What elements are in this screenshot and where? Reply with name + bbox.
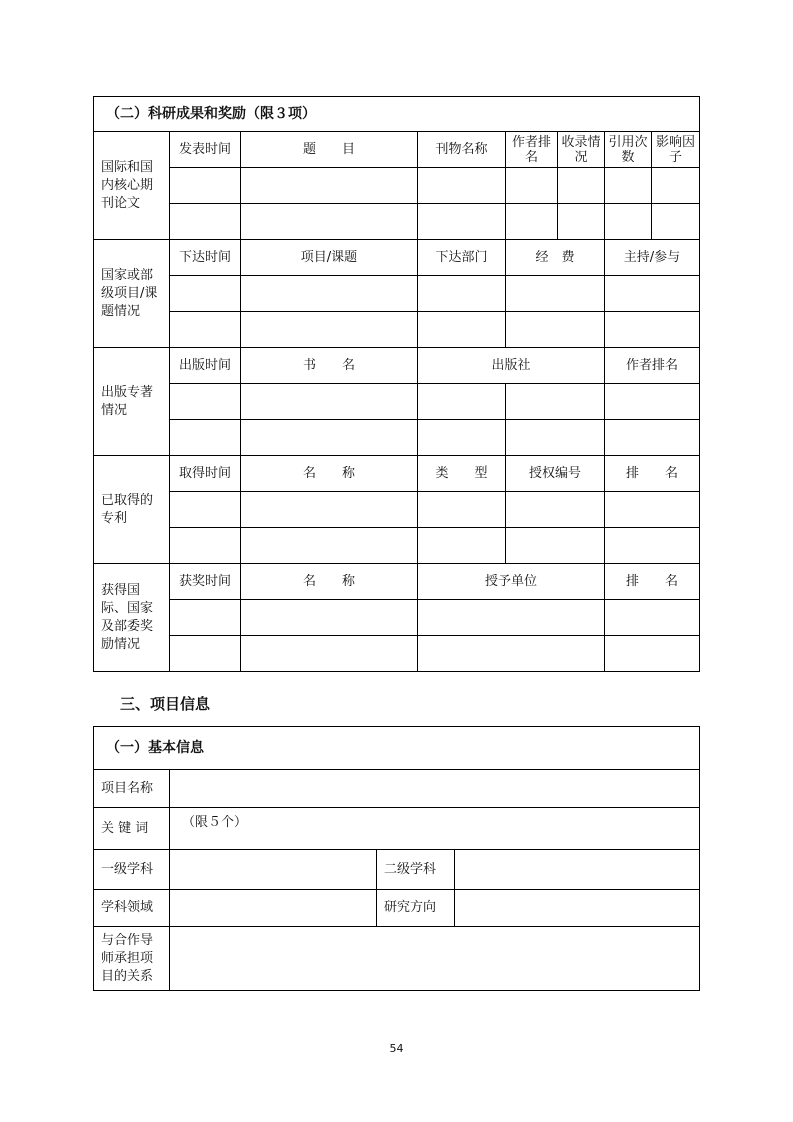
table-row [94,420,700,456]
field-field[interactable] [170,890,377,927]
table-row [94,492,700,528]
achievements-title: （二）科研成果和奖励（限３项） [94,97,700,132]
relation-field[interactable] [170,927,700,991]
patents-header-name: 名 称 [241,456,418,492]
field-label: 学科领域 [94,890,170,927]
table-row [94,312,700,348]
input-cell[interactable] [652,204,700,240]
input-cell[interactable] [170,528,241,564]
relation-label: 与合作导师承担项目的关系 [94,927,170,991]
input-cell[interactable] [170,312,241,348]
input-cell[interactable] [241,600,418,636]
input-cell[interactable] [605,384,700,420]
input-cell[interactable] [506,384,605,420]
direction-field[interactable] [455,890,700,927]
input-cell[interactable] [170,492,241,528]
direction-label: 研究方向 [377,890,455,927]
input-cell[interactable] [241,312,418,348]
papers-header-citations: 引用次数 [605,132,652,168]
input-cell[interactable] [652,168,700,204]
awards-header-grantor: 授予单位 [418,564,605,600]
input-cell[interactable] [558,168,605,204]
input-cell[interactable] [605,636,700,672]
papers-header-journal: 刊物名称 [418,132,506,168]
input-cell[interactable] [170,204,241,240]
achievements-table [93,96,700,672]
table-row [94,168,700,204]
awards-header-date: 获奖时间 [170,564,241,600]
awards-header-name: 名 称 [241,564,418,600]
input-cell[interactable] [506,528,605,564]
input-cell[interactable] [241,168,418,204]
projects-header-department: 下达部门 [418,240,506,276]
input-cell[interactable] [605,204,652,240]
input-cell[interactable] [418,204,506,240]
keywords-hint: （限５个） [182,814,248,830]
input-cell[interactable] [241,276,418,312]
input-cell[interactable] [418,168,506,204]
books-header-publisher: 出版社 [418,348,605,384]
input-cell[interactable] [506,276,605,312]
input-cell[interactable] [605,420,700,456]
basic-info-title: （一）基本信息 [94,727,700,770]
section-heading: 三、项目信息 [120,695,211,713]
input-cell[interactable] [418,420,506,456]
papers-header-date: 发表时间 [170,132,241,168]
input-cell[interactable] [506,168,558,204]
secondary-subject-label: 二级学科 [377,850,455,890]
input-cell[interactable] [170,636,241,672]
patents-header-grant-number: 授权编号 [506,456,605,492]
input-cell[interactable] [170,600,241,636]
input-cell[interactable] [418,600,605,636]
patents-header-rank: 排 名 [605,456,700,492]
table-row [94,528,700,564]
projects-header-project: 项目/课题 [241,240,418,276]
basic-info-table [93,726,700,991]
input-cell[interactable] [506,420,605,456]
input-cell[interactable] [418,276,506,312]
input-cell[interactable] [418,312,506,348]
patents-header-date: 取得时间 [170,456,241,492]
input-cell[interactable] [506,312,605,348]
papers-label: 国际和国内核心期刊论文 [94,132,170,240]
papers-header-impact-factor: 影响因子 [652,132,700,168]
input-cell[interactable] [170,384,241,420]
table-row [94,276,700,312]
input-cell[interactable] [170,276,241,312]
input-cell[interactable] [418,492,506,528]
table-row [94,204,700,240]
project-name-field[interactable] [170,770,700,808]
patents-label: 已取得的专利 [94,456,170,564]
input-cell[interactable] [241,384,418,420]
projects-label: 国家或部级项目/课题情况 [94,240,170,348]
input-cell[interactable] [605,168,652,204]
input-cell[interactable] [241,528,418,564]
input-cell[interactable] [605,528,700,564]
input-cell[interactable] [241,636,418,672]
projects-header-funding: 经 费 [506,240,605,276]
books-header-author-rank: 作者排名 [605,348,700,384]
input-cell[interactable] [506,492,605,528]
input-cell[interactable] [241,492,418,528]
primary-subject-label: 一级学科 [94,850,170,890]
awards-label: 获得国际、国家及部委奖励情况 [94,564,170,672]
page-number: 54 [389,1042,404,1055]
secondary-subject-field[interactable] [455,850,700,890]
input-cell[interactable] [506,204,558,240]
books-header-title: 书 名 [241,348,418,384]
input-cell[interactable] [418,636,605,672]
input-cell[interactable] [170,168,241,204]
input-cell[interactable] [241,420,418,456]
input-cell[interactable] [418,528,506,564]
table-row [94,600,700,636]
table-row [94,636,700,672]
projects-header-date: 下达时间 [170,240,241,276]
input-cell[interactable] [605,492,700,528]
input-cell[interactable] [605,600,700,636]
keywords-label: 关 键 词 [94,808,170,850]
project-name-label: 项目名称 [94,770,170,808]
input-cell[interactable] [605,312,700,348]
primary-subject-field[interactable] [170,850,377,890]
input-cell[interactable] [418,384,506,420]
input-cell[interactable] [241,204,418,240]
input-cell[interactable] [605,276,700,312]
keywords-field[interactable] [170,808,700,850]
papers-header-indexing: 收录情况 [558,132,605,168]
books-label: 出版专著情况 [94,348,170,456]
table-row [94,384,700,420]
awards-header-rank: 排 名 [605,564,700,600]
input-cell[interactable] [170,420,241,456]
papers-header-title: 题 目 [241,132,418,168]
projects-header-role: 主持/参与 [605,240,700,276]
papers-header-author-rank: 作者排名 [506,132,558,168]
input-cell[interactable] [558,204,605,240]
patents-header-type: 类 型 [418,456,506,492]
books-header-date: 出版时间 [170,348,241,384]
